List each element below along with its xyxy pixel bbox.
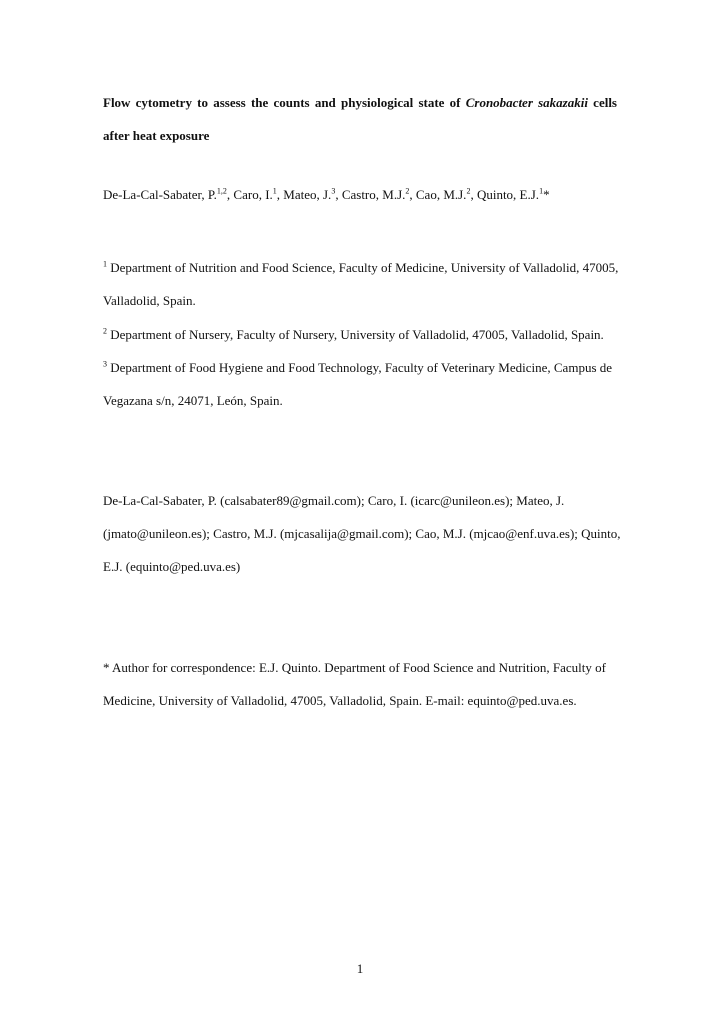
author-separator: ,: [335, 187, 342, 202]
author: [233, 187, 283, 202]
page-number: 1: [356, 961, 364, 976]
author: [342, 187, 416, 202]
author-separator: ,: [276, 187, 284, 202]
author: [477, 187, 550, 202]
author-email-list: De-La-Cal-Sabater, P. (calsabater89@gmail.com); Caro, I. (icarc@unileon.es); Mateo, J. (jmato@unileon.es); Castro, M.J. (mjcasalija@gmail.com); Cao, M.J. (mjcao@enf.uva.es); Quinto, E.J. (equinto@ped.uva.es): [103, 493, 621, 574]
author: [416, 187, 477, 202]
affiliation-text: Department of Nursery, Faculty of Nursery, University of Valladolid, 47005, Valladolid, Spain.: [107, 326, 604, 342]
author-name: Castro, M.J.: [341, 187, 406, 202]
author-name: De-La-Cal-Sabater, P.: [103, 187, 217, 202]
author-separator: ,: [470, 187, 477, 202]
affiliation-item: [103, 251, 623, 318]
author-list: [103, 185, 663, 205]
title-species-italic: Cronobacter sakazakii: [465, 95, 588, 110]
title-text-part1: Flow cytometry to assess the counts and physiological state of: [103, 95, 466, 110]
author: [283, 187, 342, 202]
author-name: Quinto, E.J.: [476, 187, 540, 202]
affiliation-text: Department of Nutrition and Food Science, Faculty of Medicine, University of Valladolid, 47005, Valladolid, Spain.: [103, 260, 619, 309]
author-affiliation-sup: 1: [539, 186, 544, 196]
author-name: Mateo, J.: [283, 187, 332, 202]
paper-title: [103, 86, 617, 152]
author-name: Caro, I.: [233, 187, 273, 202]
affiliation-item: [103, 318, 623, 351]
corresponding-asterisk: *: [543, 187, 550, 202]
author-separator: ,: [409, 187, 416, 202]
affiliation-number: 1: [103, 259, 107, 269]
correspondence-note: * Author for correspondence: E.J. Quinto. Department of Food Science and Nutrition, Faculty of Medicine, University of Valladolid, 47005, Valladolid, Spain. E-mail: equinto@ped.uva.es.: [103, 660, 606, 708]
affiliation-number: 2: [103, 326, 107, 336]
affiliation-text: Department of Food Hygiene and Food Technology, Faculty of Veterinary Medicine, Campus de Vegazana s/n, 24071, León, Spain.: [103, 359, 613, 409]
author-affiliation-sup: 1,2: [216, 186, 227, 196]
author-affiliation-sup: 3: [331, 186, 336, 196]
affiliation-item: [103, 351, 623, 418]
author-affiliation-sup: 1: [272, 186, 277, 196]
author: [103, 187, 233, 202]
affiliation-list: [103, 251, 623, 417]
author-separator: ,: [226, 187, 234, 202]
title-text-part2: cells after heat exposure: [103, 95, 617, 143]
author-affiliation-sup: 2: [466, 186, 471, 196]
author-affiliation-sup: 2: [405, 186, 410, 196]
author-name: Cao, M.J.: [415, 187, 467, 202]
affiliation-number: 3: [103, 359, 107, 369]
